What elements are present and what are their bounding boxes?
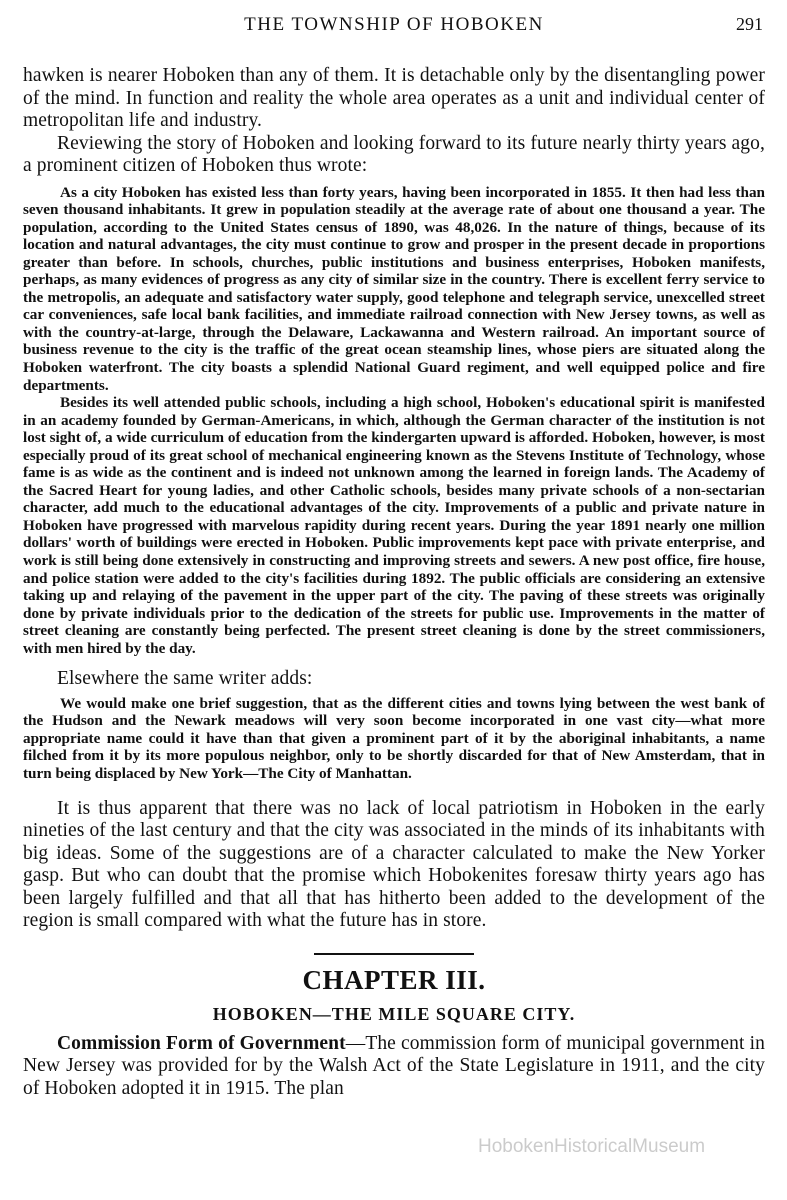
section-divider [314,953,474,955]
museum-watermark: HobokenHistoricalMuseum [478,1136,706,1157]
section-heading: Commission Form of Government [57,1032,346,1054]
body-paragraph-1: hawken is nearer Hoboken than any of them. It is detachable only by the disentangling power of the mind. In function and reality the whole area operates as a unit and individual center of metropolitan life and industry. [23,65,765,131]
running-header [23,0,765,40]
body-paragraph-4: It is thus apparent that there was no lack of local patriotism in Hoboken in the early nineties of the last century and that the city was associated in the minds of its inhabitants with big ideas. Some of the suggestions are of a character calculated to make the New Yorker gasp. But who can doubt that the promise which Hobokenites foresaw thirty years ago has been largely fulfilled and that all that has hitherto been added to the development of the region is small compared with what the future has in store. [23,797,765,931]
block-quote-1: As a city Hoboken has existed less than forty years, having been incorporated in 1855. It then had less than seven thousand inhabitants. It grew in population steadily at the average rate of about one thousand a year. The population, according to the United States census of 1890, was 48,026. In the nature of things, because of its location and natural advantages, the city must continue to grow and prosper in the present decade in proportions greater than before. In schools, churches, public institutions and business enterprises, Hoboken manifests, perhaps, as many evidences of progress as any city of similar size in the country. There is excellent ferry service to the metropolis, an adequate and satisfactory water supply, good telephone and telegraph service, unexcelled street car conveniences, safe local bank facilities, and immediate railroad connection with New Jersey towns, as well as with the country-at-large, through the Delaware, Lackawanna and Western railroad. An important source of business revenue to the city is the traffic of the great ocean steamship lines, whose piers are situated along the Hoboken waterfront. The city boasts a splendid National Guard regiment, and well equipped police and fire departments. [23,183,765,394]
section-text: —The commission form of municipal government in New Jersey was provided for by the Walsh Act of the State Legislature in 1911, and the city of Hoboken adopted it in 1915. The plan [23,1032,765,1099]
page-number: 291 [736,14,763,34]
chapter-subtitle: HOBOKEN—THE MILE SQUARE CITY. [212,1003,576,1024]
block-quote-2: Besides its well attended public schools, including a high school, Hoboken's educational spirit is manifested in an academy founded by German-Americans, in which, although the German character of the institution is not lost sight of, a wide curriculum of education from the kindergarten upward is afforded. Hoboken, however, is most especially proud of its great school of mechanical engineering known as the Stevens Institute of Technology, whose fame is as wide as the continent and is indeed not unknown among the learned in foreign lands. The Academy of the Sacred Heart for young ladies, and other Catholic schools, besides many private schools of a non-sectarian character, add much to the educational advantages of the city. Improvements of a public and private nature in Hoboken have progressed with marvelous rapidity during recent years. During the year 1891 nearly one million dollars' worth of buildings were erected in Hoboken. Public improvements kept pace with private enterprise, and work is still being done extensively in constructing and improving streets and sewers. A new post office, fire house, and police station were added to the city's facilities during 1892. The public officials are considering an extensive taking up and relaying of the pavement in the upper part of the city. The paving of these streets was originally done by private individuals prior to the dedication of the streets for public use. Improvements in the matter of street cleaning are constantly being perfected. The present street cleaning is done by the street commissioners, with men hired by the day. [23,394,765,657]
section-paragraph [23,1033,765,1101]
block-quote-3: We would make one brief suggestion, that as the different cities and towns lying between the west bank of the Hudson and the Newark meadows will very soon become incorporated in one vast city—what more appropriate name could it have than that given a prominent part of it by the aboriginal inhabitants, a name filched from it by its more populous neighbor, only to be shortly discarded for that of New Amsterdam, that in turn being displaced by New York—The City of Manhattan. [23,694,765,782]
body-paragraph-2: Reviewing the story of Hoboken and looking forward to its future nearly thirty years ago, a prominent citizen of Hoboken thus wrote: [23,132,765,176]
running-title: THE TOWNSHIP OF HOBOKEN [244,14,544,35]
body-paragraph-3: Elsewhere the same writer adds: [57,668,313,690]
chapter-title: CHAPTER III. [302,964,486,995]
